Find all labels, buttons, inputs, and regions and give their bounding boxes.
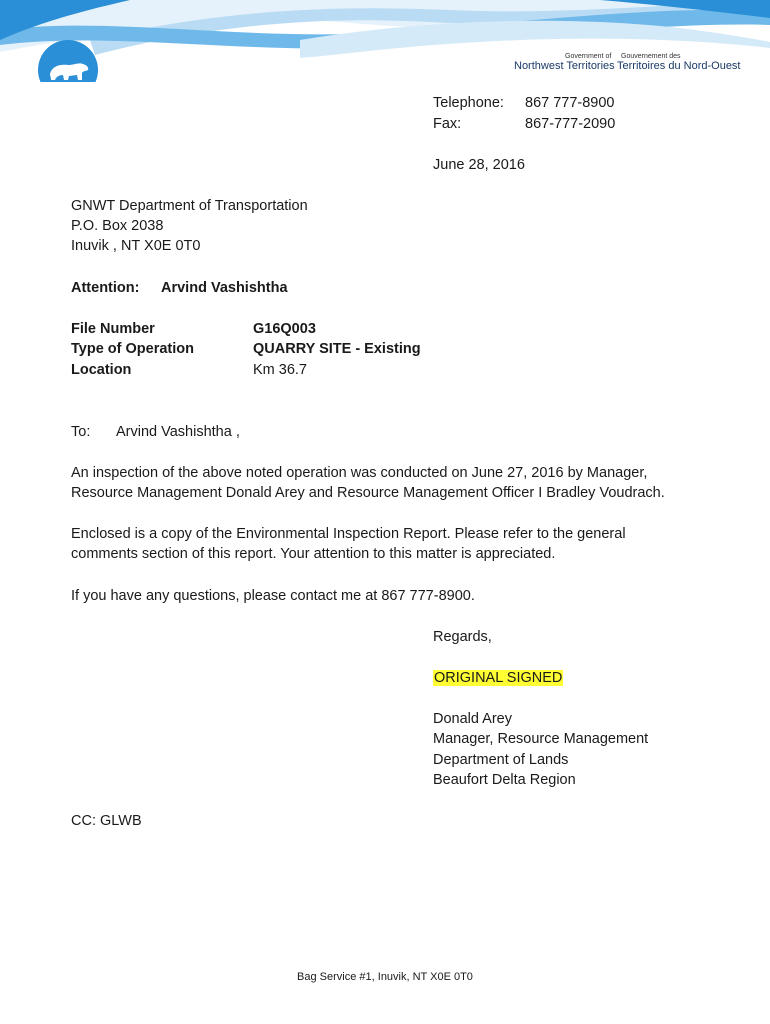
location-label: Location [71,362,132,378]
file-number-value: G16Q003 [253,321,316,337]
closing-regards: Regards, [433,629,492,645]
signer-department: Department of Lands [433,752,569,768]
signer-name: Donald Arey [433,711,512,727]
original-signed-text: ORIGINAL SIGNED [434,670,563,686]
letter-date: June 28, 2016 [433,157,525,173]
operation-type-label: Type of Operation [71,341,194,357]
gov-fr-small: Gouvernement des [621,53,681,60]
telephone-label: Telephone: [433,95,504,111]
paragraph-2-line-1: Enclosed is a copy of the Environmental Inspection Report. Please refer to the general [71,526,626,542]
footer-address: Bag Service #1, Inuvik, NT X0E 0T0 [297,971,473,983]
to-label: To: [71,424,91,440]
to-name: Arvind Vashishtha , [116,424,240,440]
recipient-line-1: GNWT Department of Transportation [71,198,308,214]
original-signed-stamp [433,668,563,688]
attention-label: Attention: [71,280,140,296]
gov-fr-name: Territoires du Nord-Ouest [617,60,741,72]
paragraph-2-line-2: comments section of this report. Your attention to this matter is appreciated. [71,546,556,562]
header-banner [0,0,770,95]
file-number-label: File Number [71,321,155,337]
attention-name: Arvind Vashishtha [161,280,288,296]
paragraph-3: If you have any questions, please contact me at 867 777-8900. [71,588,475,604]
gov-en-small: Government of [565,53,612,60]
polar-bear-icon [46,56,92,84]
operation-type-value: QUARRY SITE - Existing [253,341,421,357]
signer-region: Beaufort Delta Region [433,772,576,788]
recipient-line-2: P.O. Box 2038 [71,218,164,234]
recipient-line-3: Inuvik , NT X0E 0T0 [71,238,201,254]
gov-en-name: Northwest Territories [514,60,615,72]
cc-line: CC: GLWB [71,813,142,829]
fax-value: 867-777-2090 [525,116,616,132]
location-value: Km 36.7 [253,362,307,378]
fax-label: Fax: [433,116,462,132]
signer-title: Manager, Resource Management [433,731,649,747]
telephone-value: 867 777-8900 [525,95,615,111]
paragraph-1-line-1: An inspection of the above noted operation was conducted on June 27, 2016 by Manager, [71,465,648,481]
paragraph-1-line-2: Resource Management Donald Arey and Resource Management Officer I Bradley Voudrach. [71,485,665,501]
